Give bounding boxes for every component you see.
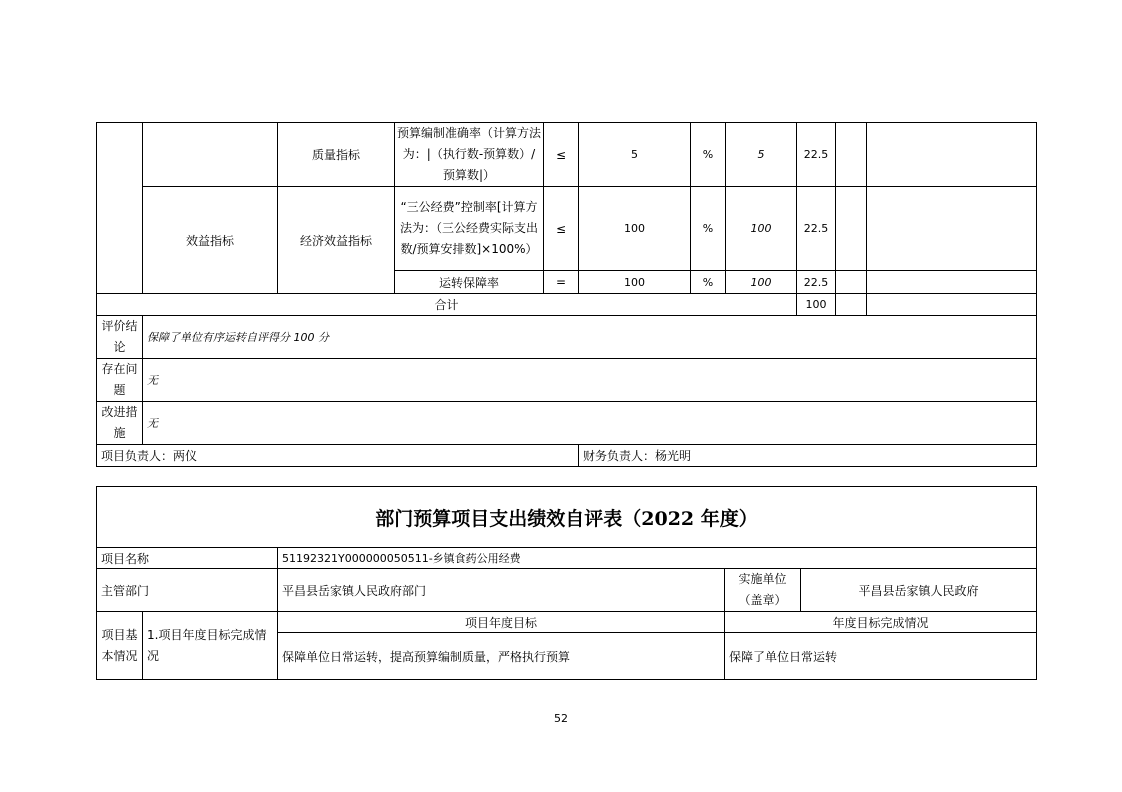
total-score: [836, 294, 867, 316]
signature-row: [97, 445, 1037, 467]
indicator-score: [836, 271, 867, 294]
indicator-target: 100: [579, 187, 691, 271]
indicator-name: 预算编制准确率（计算方法为：|（执行数-预算数）/预算数|）: [395, 123, 544, 187]
indicator-operator: =: [544, 271, 579, 294]
indicator-remark: [867, 271, 1037, 294]
project-name-label: 项目名称: [97, 548, 278, 569]
impl-unit-value: 平昌县岳家镇人民政府: [801, 569, 1037, 612]
indicator-target: 5: [579, 123, 691, 187]
conclusion-label: 评价结论: [97, 316, 143, 359]
completion-header: 年度目标完成情况: [725, 612, 1037, 633]
indicator-actual: 100: [726, 187, 797, 271]
self-evaluation-table: [96, 486, 1037, 680]
project-name-value: 51192321Y000000050511-乡镇食药公用经费: [278, 548, 1037, 569]
finance-lead: 财务负责人：杨光明: [579, 445, 1037, 467]
table-row: [97, 123, 1037, 187]
page-title: 部门预算项目支出绩效自评表（2022 年度）: [97, 487, 1037, 548]
table-row: [97, 187, 1037, 271]
conclusion-row: [97, 316, 1037, 359]
level2-cell: 效益指标: [143, 187, 278, 294]
goal-header: 项目年度目标: [278, 612, 725, 633]
indicator-unit: %: [691, 187, 726, 271]
project-lead: 项目负责人：两仪: [97, 445, 579, 467]
indicator-weight: 22.5: [797, 187, 836, 271]
total-row: [97, 294, 1037, 316]
level2-cell-empty: [143, 123, 278, 187]
level1-cell: [97, 123, 143, 294]
dept-label: 主管部门: [97, 569, 278, 612]
indicator-unit: %: [691, 271, 726, 294]
goal-header-row: [97, 612, 1037, 633]
total-value: 100: [797, 294, 836, 316]
indicator-weight: 22.5: [797, 123, 836, 187]
page-number: 52: [554, 712, 568, 725]
indicator-name: “三公经费”控制率[计算方法为：（三公经费实际支出数/预算安排数]×100%）: [395, 187, 544, 271]
indicator-actual: 100: [726, 271, 797, 294]
indicator-target: 100: [579, 271, 691, 294]
problems-label: 存在问题: [97, 359, 143, 402]
indicator-actual: 5: [726, 123, 797, 187]
problems-row: [97, 359, 1037, 402]
total-label: 合计: [97, 294, 797, 316]
project-name-row: [97, 548, 1037, 569]
indicator-name: 运转保障率: [395, 271, 544, 294]
impl-unit-label: 实施单位（盖章）: [725, 569, 801, 612]
improvements-label: 改进措施: [97, 402, 143, 445]
indicator-remark: [867, 123, 1037, 187]
indicator-remark: [867, 187, 1037, 271]
completion-value: 保障了单位日常运转: [725, 633, 1037, 680]
improvements-value: 无: [143, 402, 1037, 445]
indicator-operator: ≤: [544, 187, 579, 271]
conclusion-value: 保障了单位有序运转自评得分 100 分: [143, 316, 1037, 359]
title-row: [97, 487, 1037, 548]
total-remark: [867, 294, 1037, 316]
indicator-score: [836, 187, 867, 271]
indicator-weight: 22.5: [797, 271, 836, 294]
indicator-score: [836, 123, 867, 187]
improvements-row: [97, 402, 1037, 445]
indicator-category: 经济效益指标: [278, 187, 395, 294]
goal-value: 保障单位日常运转，提高预算编制质量，严格执行预算: [278, 633, 725, 680]
indicator-category: 质量指标: [278, 123, 395, 187]
performance-indicator-table: [96, 122, 1037, 467]
problems-value: 无: [143, 359, 1037, 402]
goal-completion-label: 1.项目年度目标完成情况: [143, 612, 278, 680]
dept-value: 平昌县岳家镇人民政府部门: [278, 569, 725, 612]
indicator-unit: %: [691, 123, 726, 187]
indicator-operator: ≤: [544, 123, 579, 187]
basic-info-label: 项目基本情况: [97, 612, 143, 680]
department-row: [97, 569, 1037, 612]
